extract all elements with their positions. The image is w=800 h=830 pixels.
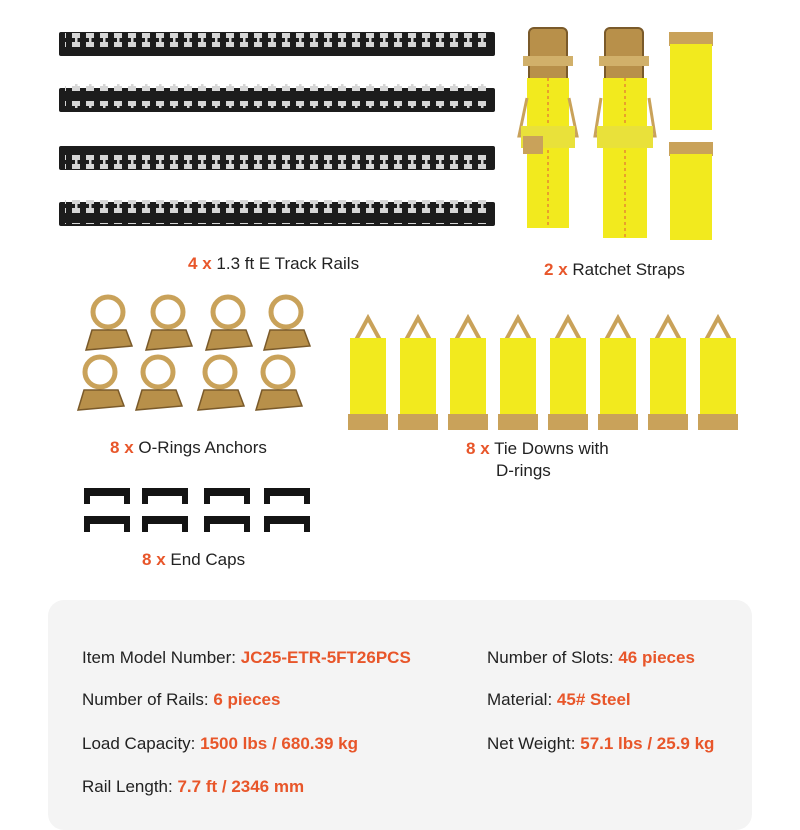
end-cap-1 <box>84 488 130 504</box>
ratchet-end-1 <box>669 32 713 130</box>
ratchet-strap-1 <box>519 28 577 228</box>
ratchet-strap-2 <box>595 28 655 238</box>
o-ring-anchors-image <box>72 292 332 422</box>
end-cap-4 <box>264 488 310 504</box>
rail-3 <box>59 146 495 172</box>
end-cap-6 <box>142 516 188 532</box>
caption-endcaps: 8 x End Caps <box>142 550 246 569</box>
ratchet-straps-image <box>515 18 725 248</box>
spec-rails: Number of Rails: 6 pieces <box>82 690 281 709</box>
spec-length: Rail Length: 7.7 ft / 2346 mm <box>82 777 305 796</box>
caption-rails: 4 x 1.3 ft E Track Rails <box>188 254 360 273</box>
caption-tiedowns: 8 x Tie Downs with D-rings <box>466 439 609 480</box>
tie-down-strips <box>348 318 738 430</box>
end-cap-8 <box>264 516 310 532</box>
rail-2 <box>59 84 495 112</box>
spec-material: Material: 45# Steel <box>487 690 631 709</box>
e-track-rails-image <box>55 28 505 238</box>
caption-orings: 8 x O-Rings Anchors <box>110 438 267 457</box>
tie-downs-image <box>342 314 762 438</box>
spec-load: Load Capacity: 1500 lbs / 680.39 kg <box>82 734 358 753</box>
spec-slots: Number of Slots: 46 pieces <box>487 648 695 667</box>
rail-4 <box>59 200 495 226</box>
end-cap-5 <box>84 516 130 532</box>
end-cap-3 <box>204 488 250 504</box>
end-cap-7 <box>204 516 250 532</box>
spec-model: Item Model Number: JC25-ETR-5FT26PCS <box>82 648 411 667</box>
caption-ratchet: 2 x Ratchet Straps <box>544 260 685 279</box>
end-caps-image <box>80 484 330 544</box>
rail-1 <box>59 32 495 56</box>
ratchet-end-2 <box>669 142 713 240</box>
end-cap-2 <box>142 488 188 504</box>
spec-weight: Net Weight: 57.1 lbs / 25.9 kg <box>487 734 715 753</box>
